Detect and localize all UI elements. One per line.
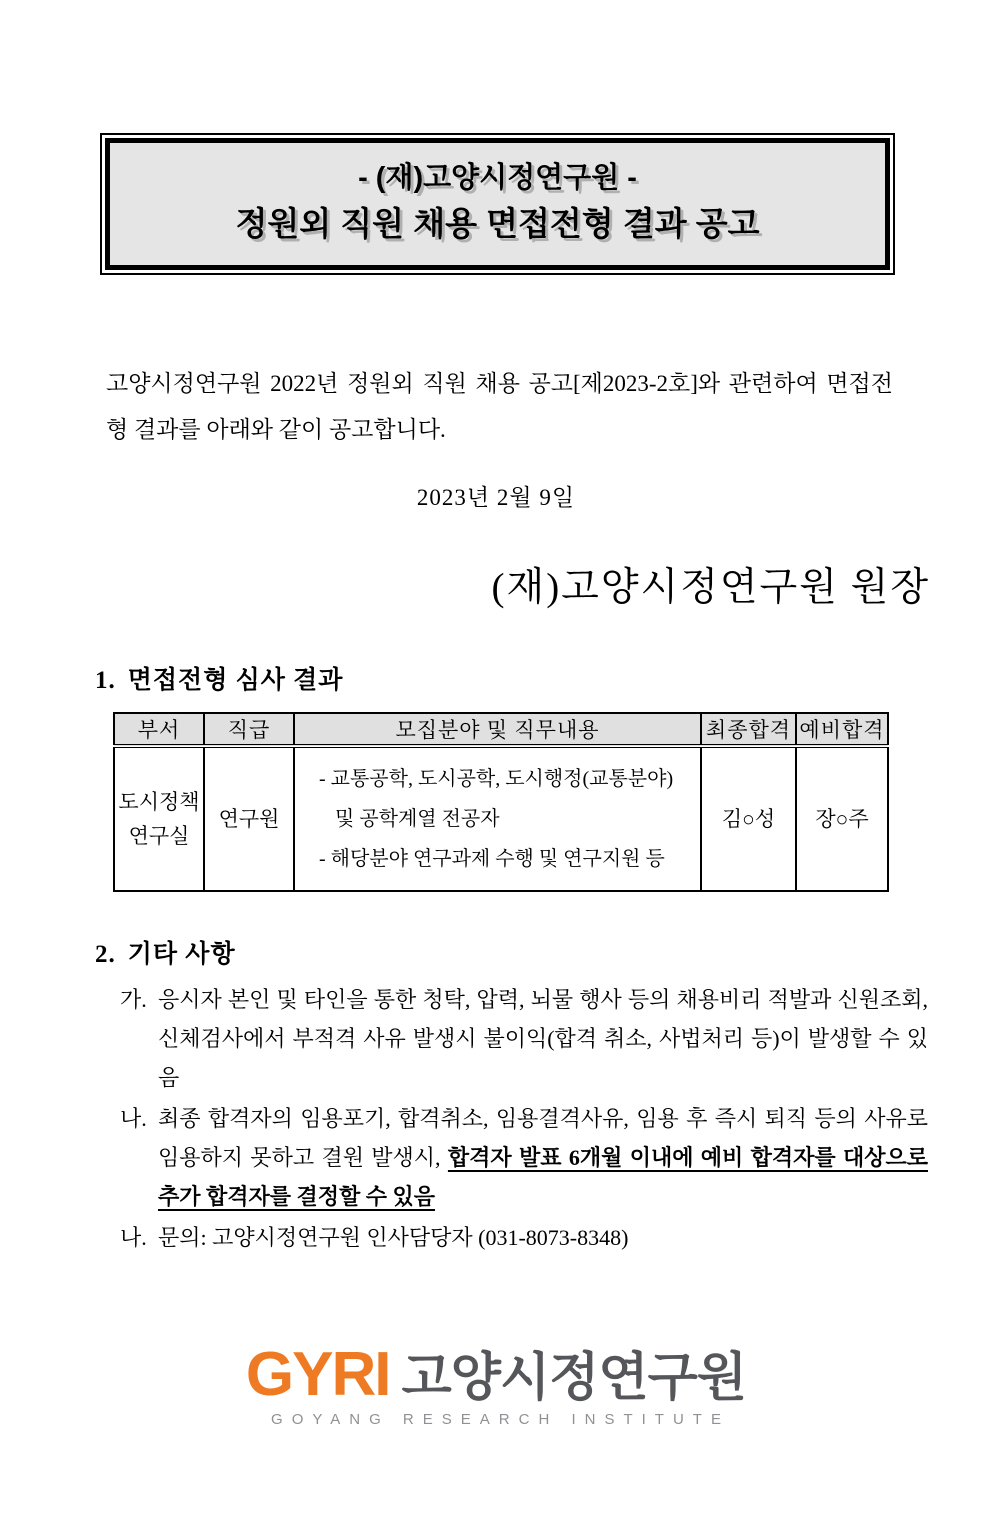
section2-number: 2.: [95, 941, 116, 968]
title-line-subject: 정원외 직원 채용 면접전형 결과 공고: [235, 205, 760, 242]
cell-final-pass: 김○성: [701, 746, 796, 891]
col-header-grade: 직급: [204, 713, 294, 746]
item-b-text-plain: 최종 합격자의 임용포기, 합격취소, 임용결격사유, 임용 후 즉시 퇴직 등의 사유로 임용하지 못하고 결원 발생시,: [158, 1106, 928, 1170]
list-item: [120, 980, 928, 1097]
col-header-final: 최종합격: [701, 713, 796, 746]
intro-paragraph: 고양시정연구원 2022년 정원외 직원 채용 공고[제2023-2호]와 관련하여 면접전형 결과를 아래와 같이 공고합니다.: [106, 371, 893, 442]
duty-line-1: - 교통공학, 도시공학, 도시행정(교통분야) 및 공학계열 전공자: [319, 768, 674, 830]
section1-number: 1.: [95, 667, 116, 694]
dept-line2: 연구실: [128, 824, 190, 848]
col-header-duty: 모집분야 및 직무내용: [294, 713, 701, 746]
list-item: [120, 1218, 928, 1257]
section2-heading: [95, 934, 992, 970]
section1-title: 면접전형 심사 결과: [127, 667, 344, 694]
title-line-org: - (재)고양시정연구원 -: [358, 162, 637, 194]
gyri-logo-acronym: GYRI: [245, 1340, 390, 1409]
logo-main-line: [0, 1340, 992, 1409]
cell-duties: [294, 746, 701, 891]
table-header-row: [114, 713, 888, 746]
item-b-marker: 나.: [120, 1106, 147, 1131]
logo-korean-name: 고양시정연구원: [401, 1349, 747, 1407]
interview-result-table: [113, 712, 889, 892]
announcement-page: [0, 133, 992, 1536]
title-box: [100, 133, 895, 275]
logo-english-name: GOYANG RESEARCH INSTITUTE: [271, 1411, 730, 1428]
item-b-text-emphasis: 합격자 발표 6개월 이내에 예비 합격자를 대상으로 추가 합격자를 결정할 수 있음: [158, 1145, 929, 1209]
notes-list: [120, 980, 928, 1257]
cell-grade: 연구원: [204, 746, 294, 891]
cell-reserve-pass: 장○주: [796, 746, 888, 891]
col-header-dept: 부서: [114, 713, 204, 746]
section2-title: 기타 사항: [127, 941, 236, 968]
item-c-marker: 나.: [120, 1225, 147, 1250]
item-b-text: [158, 1099, 928, 1216]
dept-line1: 도시정책: [118, 790, 200, 814]
announcement-date: 2023년 2월 9일: [416, 485, 576, 510]
signature-line: (재)고양시정연구원 원장: [491, 566, 930, 609]
institute-logo: [0, 1340, 992, 1428]
item-a-marker: 가.: [120, 987, 147, 1012]
duty-line-2: - 해당분야 연구과제 수행 및 연구지원 등: [319, 848, 665, 870]
list-item: [120, 1099, 928, 1216]
title-box-inner: [105, 138, 890, 270]
table-row: [114, 746, 888, 891]
item-a-text: 응시자 본인 및 타인을 통한 청탁, 압력, 뇌물 행사 등의 채용비리 적발과 신원조회, 신체검사에서 부적격 사유 발생시 불이익(합격 취소, 사법처리 등)이 발생할 수 있음: [158, 987, 928, 1090]
item-c-text: 문의: 고양시정연구원 인사담당자 (031-8073-8348): [158, 1225, 629, 1250]
cell-dept: [114, 746, 204, 891]
section1-heading: [95, 660, 992, 696]
col-header-reserve: 예비합격: [796, 713, 888, 746]
